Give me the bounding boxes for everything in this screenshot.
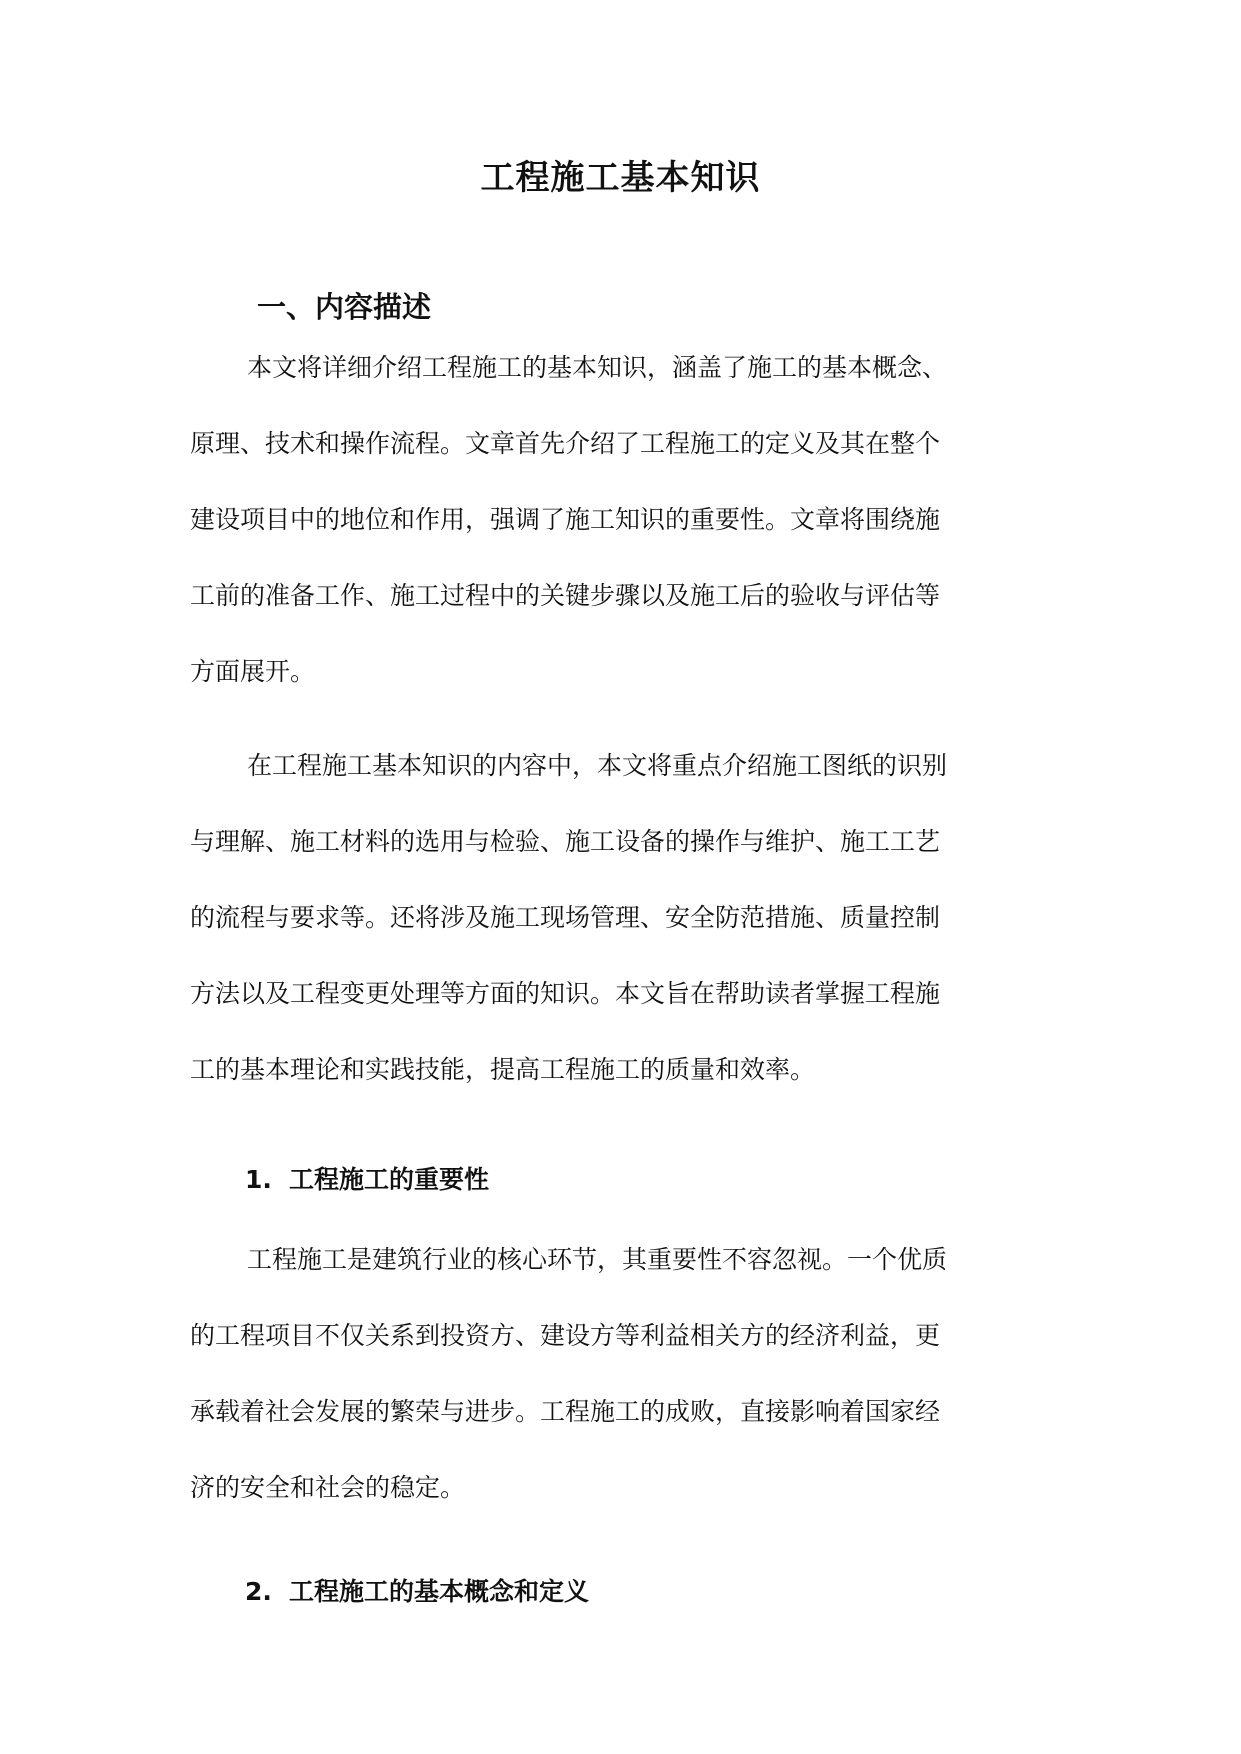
- paragraph-line: 工前的准备工作、施工过程中的关键步骤以及施工后的验收与评估等: [190, 581, 941, 610]
- paragraph-line: 承载着社会发展的繁荣与进步。工程施工的成败，直接影响着国家经: [190, 1397, 941, 1426]
- subsection-heading-importance: [245, 1160, 489, 1196]
- paragraph-line: 建设项目中的地位和作用，强调了施工知识的重要性。文章将围绕施: [190, 505, 941, 534]
- paragraph-line: 的工程项目不仅关系到投资方、建设方等利益相关方的经济利益，更: [190, 1321, 941, 1350]
- paragraph-line: 原理、技术和操作流程。文章首先介绍了工程施工的定义及其在整个: [190, 429, 941, 458]
- paragraph-line: 本文将详细介绍工程施工的基本知识，涵盖了施工的基本概念、: [247, 353, 948, 382]
- section-heading-content-description: 一、内容描述: [257, 290, 432, 324]
- paragraph-line: 济的安全和社会的稳定。: [190, 1473, 466, 1502]
- paragraph-intro-1: [190, 330, 1060, 710]
- paragraph-line: 方法以及工程变更处理等方面的知识。本文旨在帮助读者掌握工程施: [190, 979, 941, 1008]
- paragraph-importance: [190, 1222, 1060, 1526]
- paragraph-line: 工程施工是建筑行业的核心环节，其重要性不容忽视。一个优质: [247, 1245, 948, 1274]
- subsection-title: 工程施工的重要性: [289, 1165, 490, 1194]
- subsection-number: 1.: [245, 1165, 272, 1194]
- subsection-number: 2.: [245, 1577, 272, 1606]
- paragraph-intro-2: [190, 728, 1060, 1108]
- paragraph-line: 工的基本理论和实践技能，提高工程施工的质量和效率。: [190, 1055, 816, 1084]
- subsection-title: 工程施工的基本概念和定义: [289, 1577, 590, 1606]
- paragraph-line: 在工程施工基本知识的内容中，本文将重点介绍施工图纸的识别: [247, 751, 948, 780]
- paragraph-line: 与理解、施工材料的选用与检验、施工设备的操作与维护、施工工艺: [190, 827, 941, 856]
- subsection-heading-concepts: [245, 1572, 589, 1608]
- paragraph-line: 的流程与要求等。还将涉及施工现场管理、安全防范措施、质量控制: [190, 903, 941, 932]
- paragraph-line: 方面展开。: [190, 657, 316, 686]
- document-title: 工程施工基本知识: [480, 158, 761, 198]
